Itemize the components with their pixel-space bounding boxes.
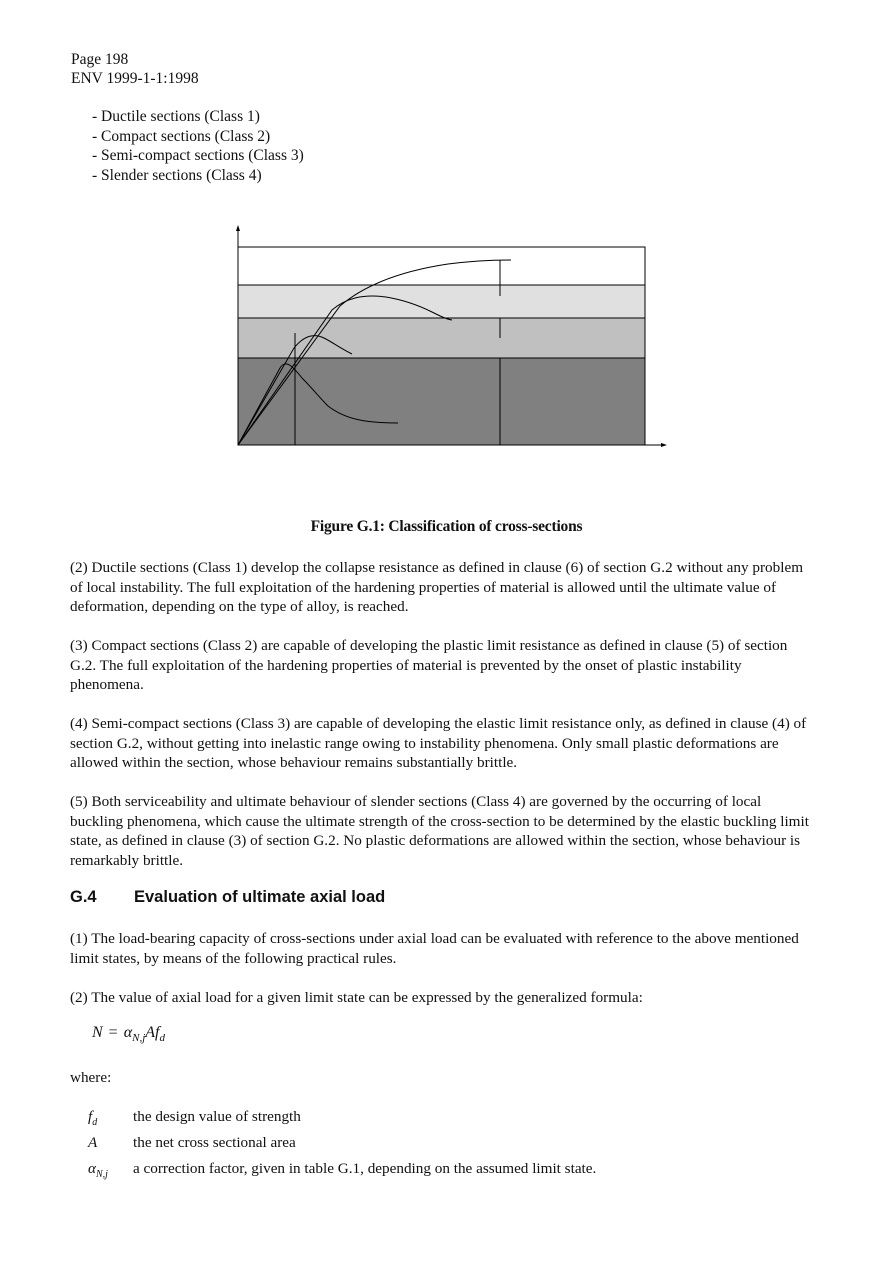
definition-symbol: $\alpha_{N,j}$ bbox=[88, 1160, 108, 1181]
definition-row bbox=[88, 1133, 596, 1159]
formula-rest: Af bbox=[145, 1024, 160, 1041]
section-class-list bbox=[92, 107, 304, 185]
y-axis-arrow bbox=[236, 225, 240, 231]
formula-alpha-sub: N,j bbox=[132, 1032, 146, 1045]
formula-rest-sub: d bbox=[159, 1032, 165, 1045]
page-header bbox=[71, 50, 199, 88]
definition-symbol: $f_d$ bbox=[88, 1108, 98, 1129]
axial-load-formula bbox=[92, 1024, 165, 1044]
standard-reference: ENV 1999-1-1:1998 bbox=[71, 70, 199, 87]
paragraph-class-3: (4) Semi-compact sections (Class 3) are capable of developing the elastic limit resistance only, as defined in clause (4) of section G.2, without getting into inelastic range owing to instability phenomena. Only small plastic deformations are allowed within the section, whose behaviour remains substantially brittle. bbox=[70, 715, 807, 772]
definition-text: the design value of strength bbox=[133, 1108, 301, 1125]
x-axis-arrow bbox=[661, 443, 667, 447]
where-label: where: bbox=[70, 1069, 112, 1086]
definition-row bbox=[88, 1107, 596, 1133]
section-number: G.4 bbox=[70, 888, 97, 906]
band-class-4 bbox=[238, 358, 645, 445]
list-item: - Compact sections (Class 2) bbox=[92, 127, 271, 145]
list-item: - Ductile sections (Class 1) bbox=[92, 108, 260, 125]
definition-text: the net cross sectional area bbox=[133, 1134, 296, 1152]
band-class-2 bbox=[238, 285, 645, 318]
section-heading bbox=[70, 888, 385, 907]
section-paragraph-2: (2) The value of axial load for a given limit state can be expressed by the generalized formula: bbox=[70, 989, 643, 1006]
list-item: - Semi-compact sections (Class 3) bbox=[92, 147, 304, 164]
band-class-3 bbox=[238, 318, 645, 358]
definitions-list bbox=[88, 1107, 596, 1185]
page-number: Page 198 bbox=[71, 51, 129, 68]
classification-diagram bbox=[228, 222, 673, 454]
formula-alpha: α bbox=[123, 1024, 133, 1041]
formula-equals: = bbox=[108, 1024, 118, 1041]
band-class-1 bbox=[238, 247, 645, 285]
figure-caption: Figure G.1: Classification of cross-sections bbox=[310, 518, 583, 535]
paragraph-class-1: (2) Ductile sections (Class 1) develop the collapse resistance as defined in clause (6) of section G.2 without any problem of local instability. The full exploitation of the hardening properties of material is allowed until the ultimate value of deformation, depending on the type of alloy, is reached. bbox=[70, 559, 804, 616]
formula-lhs: N bbox=[92, 1024, 103, 1041]
paragraph-class-4: (5) Both serviceability and ultimate behaviour of slender sections (Class 4) are governed by the occurring of local buckling phenomena, which cause the ultimate strength of the cross-section to be determined by the elastic buckling limit state, as defined in clause (3) of section G.2. No plastic deformations are allowed within the section, whose behaviour is remarkably brittle. bbox=[70, 793, 809, 869]
paragraph-class-2: (3) Compact sections (Class 2) are capable of developing the plastic limit resistance as defined in clause (5) of section G.2. The full exploitation of the hardening properties of material is prevented by the onset of plastic instability phenomena. bbox=[70, 637, 788, 694]
definition-symbol: A bbox=[88, 1134, 98, 1152]
section-paragraph-1: (1) The load-bearing capacity of cross-sections under axial load can be evaluated with reference to the above mentioned limit states, by means of the following practical rules. bbox=[70, 930, 799, 967]
definition-text: a correction factor, given in table G.1, depending on the assumed limit state. bbox=[133, 1160, 597, 1178]
section-title: Evaluation of ultimate axial load bbox=[134, 888, 386, 906]
definition-row bbox=[88, 1159, 596, 1185]
list-item: - Slender sections (Class 4) bbox=[92, 166, 262, 184]
